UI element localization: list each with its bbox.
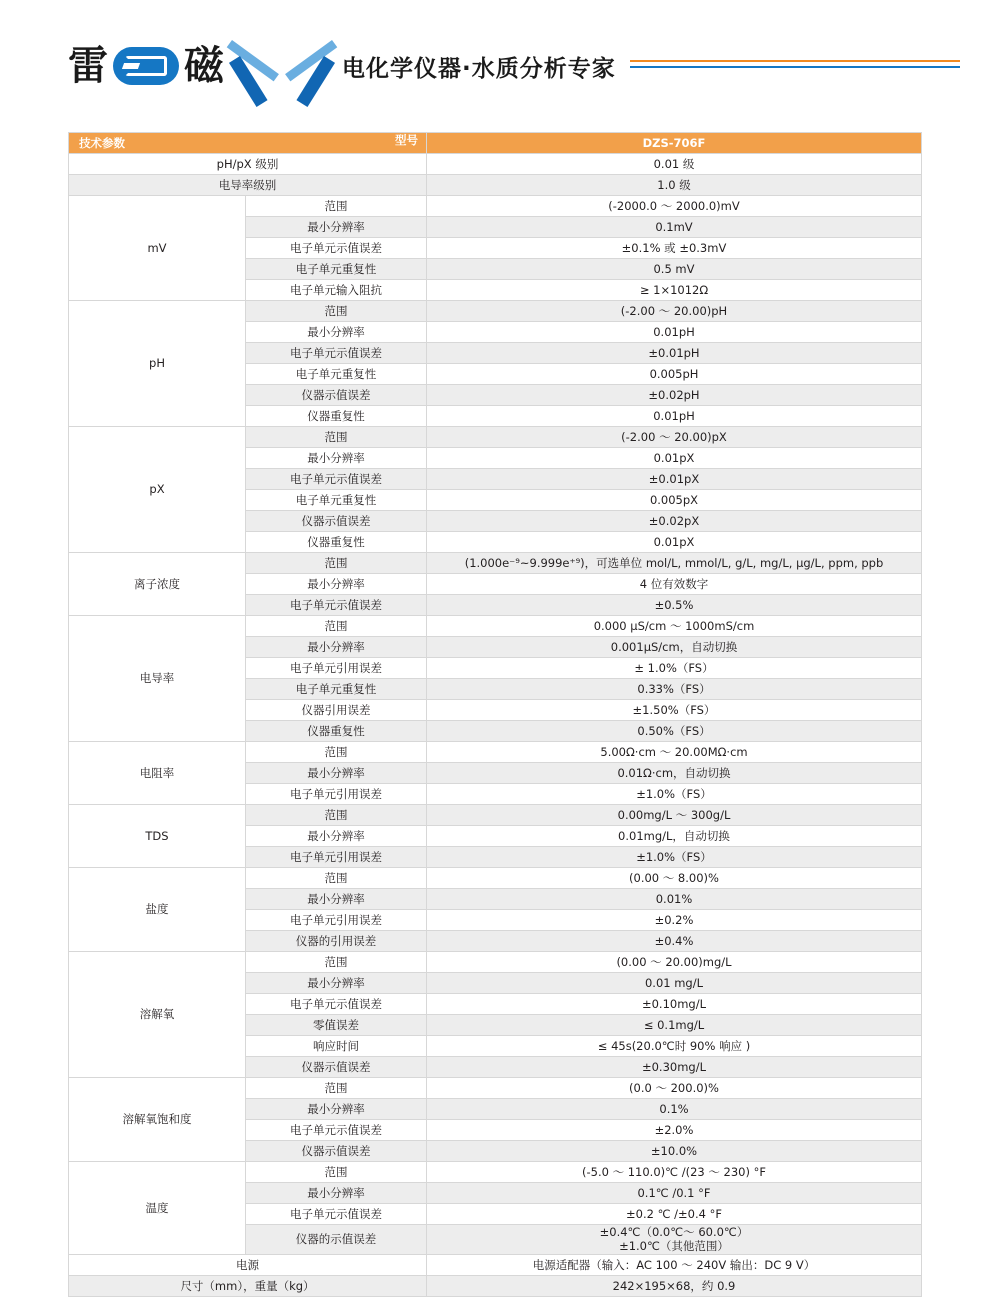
row-group-label: 盐度 (69, 868, 246, 952)
row-sub-label: 范围 (246, 1078, 427, 1099)
table-row (69, 742, 922, 763)
row-value: (-2000.0 ～ 2000.0)mV (427, 196, 922, 217)
row-sub-label: 电子单元重复性 (246, 259, 427, 280)
row-sub-label: 范围 (246, 427, 427, 448)
row-value: 0.1% (427, 1099, 922, 1120)
table-row (69, 868, 922, 889)
row-sub-label: 最小分辨率 (246, 763, 427, 784)
row-value: ±0.30mg/L (427, 1057, 922, 1078)
page-header (0, 0, 990, 132)
row-sub-label: 最小分辨率 (246, 448, 427, 469)
row-value: 0.005pX (427, 490, 922, 511)
table-row (69, 952, 922, 973)
row-value: ±0.02pH (427, 385, 922, 406)
header-cell-parameter (69, 133, 427, 154)
row-value: 0.01 级 (427, 154, 922, 175)
header-param-label: 技术参数 (79, 135, 125, 150)
row-value: ±0.01pX (427, 469, 922, 490)
row-value-line: ±1.0℃（其他范围） (619, 1239, 729, 1254)
row-value: 242×195×68，约 0.9 (427, 1275, 922, 1296)
row-value: 0.01mg/L，自动切换 (427, 826, 922, 847)
row-sub-label: 仪器示值误差 (246, 385, 427, 406)
row-sub-label: 电子单元重复性 (246, 490, 427, 511)
row-value: (-2.00 ～ 20.00)pH (427, 301, 922, 322)
row-sub-label: 最小分辨率 (246, 889, 427, 910)
table-row (69, 1254, 922, 1275)
row-group-label: 电阻率 (69, 742, 246, 805)
row-sub-label: 仪器重复性 (246, 532, 427, 553)
brand-char-right: 磁 (184, 43, 224, 89)
row-sub-label: 电子单元引用误差 (246, 784, 427, 805)
row-value: (0.00 ～ 8.00)% (427, 868, 922, 889)
row-sub-label: 仪器的示值误差 (246, 1225, 427, 1255)
row-sub-label: 电子单元示值误差 (246, 994, 427, 1015)
row-group-label: 溶解氧 (69, 952, 246, 1078)
row-sub-label: 仪器的引用误差 (246, 931, 427, 952)
row-value: 0.00mg/L ～ 300g/L (427, 805, 922, 826)
row-group-label: 离子浓度 (69, 553, 246, 616)
row-sub-label: 范围 (246, 616, 427, 637)
row-sub-label: 范围 (246, 1162, 427, 1183)
brand-slogan: 电化学仪器·水质分析专家 (342, 55, 616, 82)
row-value: ±1.0%（FS） (427, 847, 922, 868)
row-sub-label: 仪器示值误差 (246, 1057, 427, 1078)
row-value: ±0.01pH (427, 343, 922, 364)
row-group-label: TDS (69, 805, 246, 868)
row-value: 0.01pX (427, 448, 922, 469)
header-cell-model-value: DZS-706F (427, 133, 922, 154)
row-sub-label: 最小分辨率 (246, 637, 427, 658)
row-value: (1.000e⁻⁹~9.999e⁺⁹)，可选单位 mol/L, mmol/L, g/L, mg/L, μg/L, ppm, ppb (427, 553, 922, 574)
row-value: (-5.0 ～ 110.0)℃ /(23 ～ 230) °F (427, 1162, 922, 1183)
row-sub-label: 仪器重复性 (246, 721, 427, 742)
row-group-label: mV (69, 196, 246, 301)
row-group-label: 电导率 (69, 616, 246, 742)
table-row (69, 1275, 922, 1296)
row-value: 0.5 mV (427, 259, 922, 280)
row-sub-label: 仪器重复性 (246, 406, 427, 427)
table-row (69, 427, 922, 448)
row-value: ±0.5% (427, 595, 922, 616)
row-value: 电源适配器（输入：AC 100 ～ 240V 输出：DC 9 V） (427, 1254, 922, 1275)
header-model-label: 型号 (395, 133, 418, 147)
row-sub-label: 范围 (246, 301, 427, 322)
row-value: ±0.2 ℃ /±0.4 °F (427, 1204, 922, 1225)
row-sub-label: 电子单元重复性 (246, 679, 427, 700)
row-value: 0.01pH (427, 322, 922, 343)
brand-emblem-icon (113, 47, 179, 85)
table-row (69, 301, 922, 322)
row-value: ±0.02pX (427, 511, 922, 532)
row-value: 0.005pH (427, 364, 922, 385)
row-sub-label: 范围 (246, 196, 427, 217)
table-row (69, 1162, 922, 1183)
row-value: 0.33%（FS） (427, 679, 922, 700)
row-value: 0.01% (427, 889, 922, 910)
row-value: 0.01pH (427, 406, 922, 427)
row-value: ±1.0%（FS） (427, 784, 922, 805)
row-sub-label: 电子单元引用误差 (246, 847, 427, 868)
row-value: ≤ 0.1mg/L (427, 1015, 922, 1036)
header-divider (630, 56, 960, 76)
row-value: 4 位有效数字 (427, 574, 922, 595)
row-group-label: 溶解氧饱和度 (69, 1078, 246, 1162)
table-row (69, 616, 922, 637)
row-value: ±0.2% (427, 910, 922, 931)
row-sub-label: 最小分辨率 (246, 1183, 427, 1204)
row-sub-label: 电子单元示值误差 (246, 469, 427, 490)
row-value: (0.00 ～ 20.00)mg/L (427, 952, 922, 973)
row-sub-label: 响应时间 (246, 1036, 427, 1057)
table-row (69, 805, 922, 826)
row-sub-label: 电子单元引用误差 (246, 910, 427, 931)
row-value: (-2.00 ～ 20.00)pX (427, 427, 922, 448)
spec-table (68, 132, 922, 1297)
table-row (69, 553, 922, 574)
row-sub-label: 电子单元示值误差 (246, 1120, 427, 1141)
row-value-line: ±0.4℃（0.0℃～ 60.0℃） (599, 1225, 749, 1239)
row-value: ≥ 1×1012Ω (427, 280, 922, 301)
row-value: 5.00Ω·cm ～ 20.00MΩ·cm (427, 742, 922, 763)
row-value: ±0.4% (427, 931, 922, 952)
row-value: 0.1mV (427, 217, 922, 238)
row-sub-label: 范围 (246, 805, 427, 826)
row-value: ±1.50%（FS） (427, 700, 922, 721)
row-value: 0.1℃ /0.1 °F (427, 1183, 922, 1204)
row-sub-label: 电子单元输入阻抗 (246, 280, 427, 301)
row-sub-label: 最小分辨率 (246, 574, 427, 595)
row-sub-label: 最小分辨率 (246, 973, 427, 994)
row-value: ±0.1% 或 ±0.3mV (427, 238, 922, 259)
row-label: 电源 (69, 1254, 427, 1275)
row-group-label: pH (69, 301, 246, 427)
row-sub-label: 电子单元示值误差 (246, 238, 427, 259)
spec-table-wrap (68, 132, 922, 1297)
row-sub-label: 最小分辨率 (246, 826, 427, 847)
row-sub-label: 最小分辨率 (246, 322, 427, 343)
row-sub-label: 电子单元示值误差 (246, 595, 427, 616)
row-value: ≤ 45s(20.0℃时 90% 响应 ) (427, 1036, 922, 1057)
row-label: 电导率级别 (69, 175, 427, 196)
row-group-label: pX (69, 427, 246, 553)
row-sub-label: 仪器示值误差 (246, 511, 427, 532)
logo-x-icon (234, 26, 330, 106)
table-row (69, 196, 922, 217)
row-sub-label: 范围 (246, 952, 427, 973)
row-sub-label: 电子单元引用误差 (246, 658, 427, 679)
table-header-row (69, 133, 922, 154)
row-sub-label: 零值误差 (246, 1015, 427, 1036)
brand-char-left: 雷 (68, 43, 108, 89)
row-label: 尺寸（mm），重量（kg） (69, 1275, 427, 1296)
row-value: ±10.0% (427, 1141, 922, 1162)
row-value: 0.001μS/cm，自动切换 (427, 637, 922, 658)
row-value (427, 1225, 922, 1255)
row-value: ± 1.0%（FS） (427, 658, 922, 679)
table-row (69, 154, 922, 175)
row-value: 0.000 μS/cm ～ 1000mS/cm (427, 616, 922, 637)
row-sub-label: 范围 (246, 553, 427, 574)
row-sub-label: 电子单元重复性 (246, 364, 427, 385)
row-sub-label: 最小分辨率 (246, 217, 427, 238)
logo-row (68, 0, 990, 132)
row-value: 0.01Ω·cm，自动切换 (427, 763, 922, 784)
row-sub-label: 电子单元示值误差 (246, 1204, 427, 1225)
row-value: (0.0 ～ 200.0)% (427, 1078, 922, 1099)
row-sub-label: 范围 (246, 868, 427, 889)
row-group-label: 温度 (69, 1162, 246, 1255)
row-sub-label: 电子单元示值误差 (246, 343, 427, 364)
row-sub-label: 仪器示值误差 (246, 1141, 427, 1162)
row-sub-label: 范围 (246, 742, 427, 763)
row-value: 0.01pX (427, 532, 922, 553)
row-value: ±0.10mg/L (427, 994, 922, 1015)
row-value: ±2.0% (427, 1120, 922, 1141)
row-sub-label: 最小分辨率 (246, 1099, 427, 1120)
row-value: 0.01 mg/L (427, 973, 922, 994)
table-row (69, 1078, 922, 1099)
row-label: pH/pX 级别 (69, 154, 427, 175)
row-value: 1.0 级 (427, 175, 922, 196)
row-value: 0.50%（FS） (427, 721, 922, 742)
table-row (69, 175, 922, 196)
row-sub-label: 仪器引用误差 (246, 700, 427, 721)
